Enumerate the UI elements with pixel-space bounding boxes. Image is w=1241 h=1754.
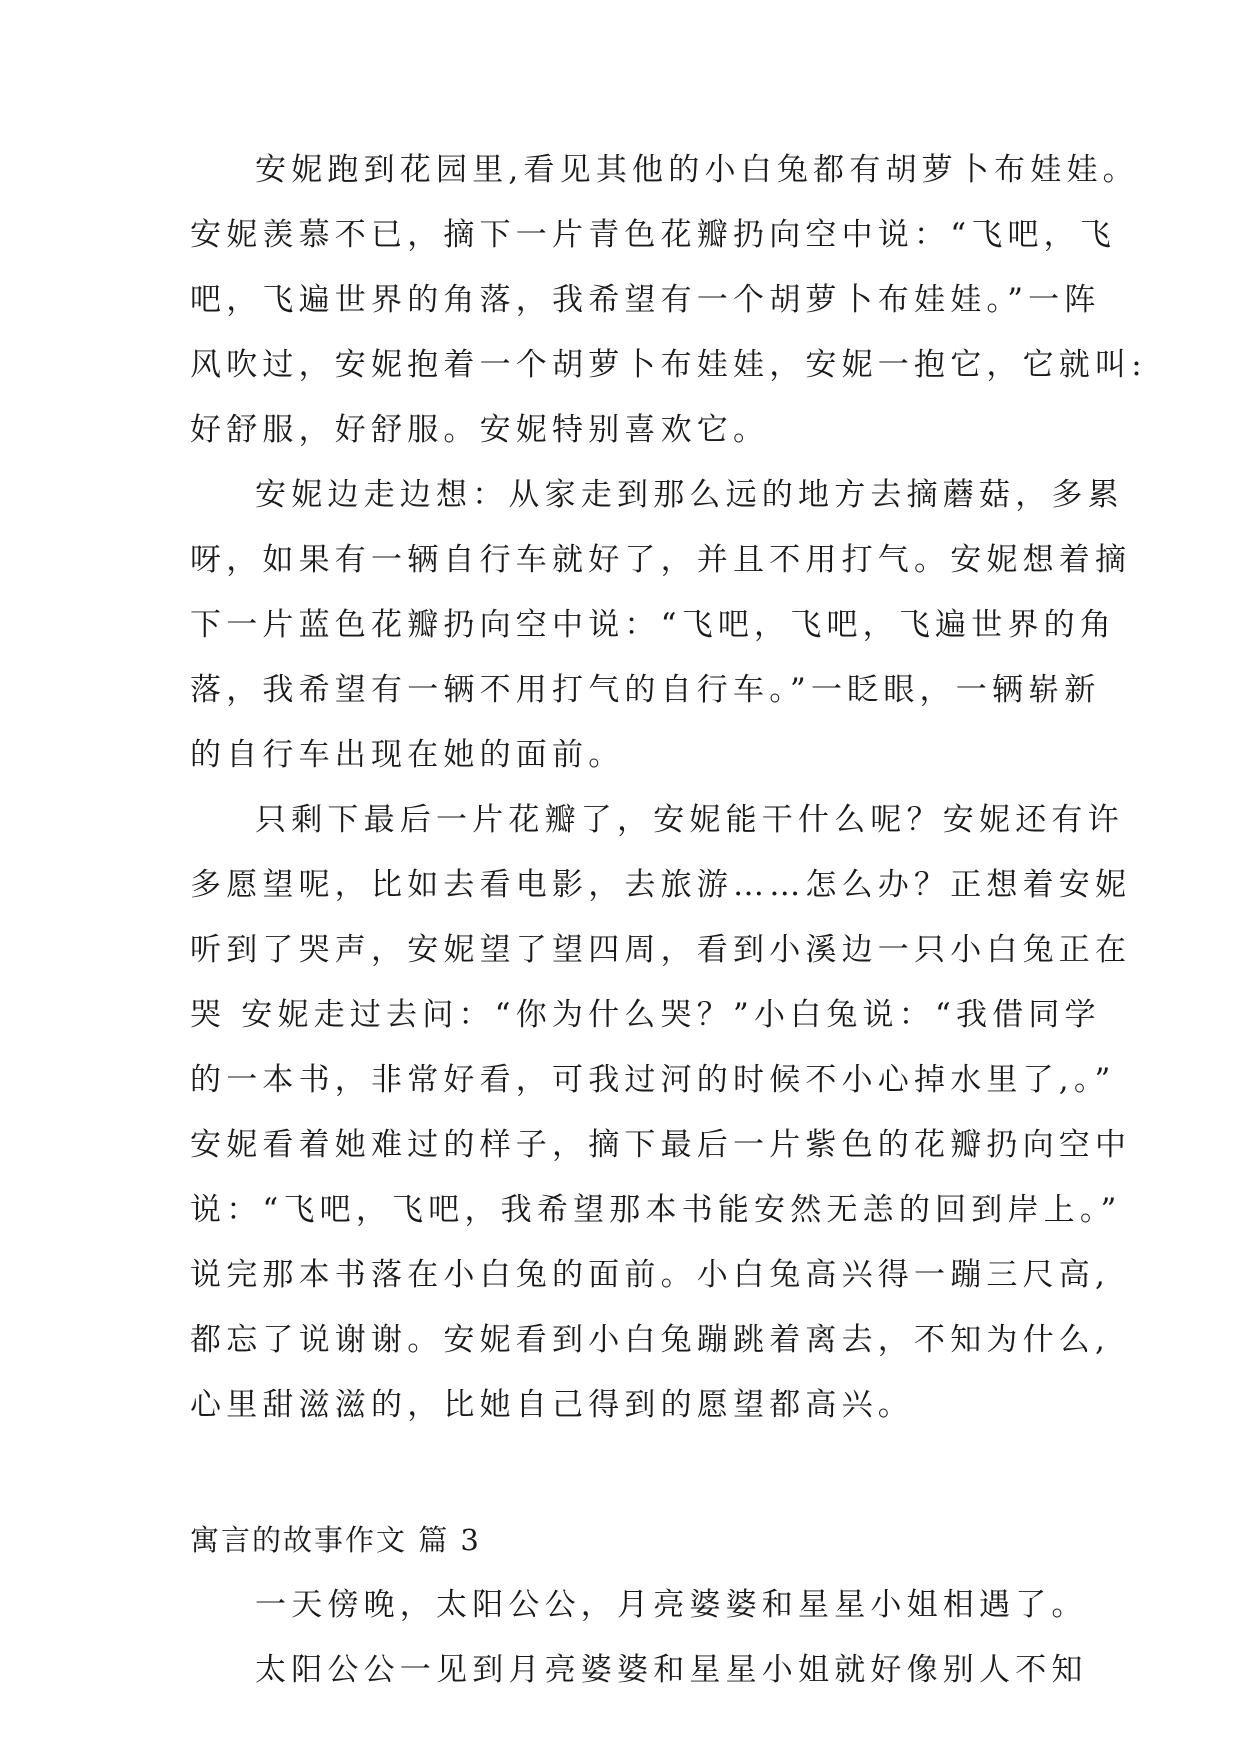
paragraph-line: 的自行车出现在她的面前。 (190, 737, 625, 773)
paragraph-line: 落，我希望有一辆不用打气的自行车。”一眨眼，一辆崭新 (190, 672, 1101, 708)
paragraph-line: 呀，如果有一辆自行车就好了，并且不用打气。安妮想着摘 (190, 542, 1132, 578)
paragraph-line: 安妮边走边想：从家走到那么远的地方去摘蘑菇，多累 (255, 477, 1124, 513)
paragraph-line: 风吹过，安妮抱着一个胡萝卜布娃娃，安妮一抱它，它就叫: (190, 347, 1147, 383)
paragraph-line: 哭 安妮走过去问：“你为什么哭？”小白兔说：“我借同学 (190, 997, 1101, 1033)
section-heading: 寓言的故事作文 篇 3 (190, 1523, 481, 1557)
paragraph-line: 太阳公公一见到月亮婆婆和星星小姐就好像别人不知 (255, 1652, 1088, 1688)
paragraph-line: 多愿望呢，比如去看电影，去旅游……怎么办？正想着安妮 (190, 867, 1132, 903)
paragraph-line: 只剩下最后一片花瓣了，安妮能干什么呢？安妮还有许 (255, 802, 1124, 838)
paragraph-line: 说：“飞吧，飞吧，我希望那本书能安然无恙的回到岸上。” (190, 1192, 1122, 1228)
paragraph-line: 下一片蓝色花瓣扔向空中说：“飞吧，飞吧，飞遍世界的角 (190, 607, 1117, 643)
paragraph-line: 听到了哭声，安妮望了望四周，看到小溪边一只小白兔正在 (190, 932, 1132, 968)
paragraph-line: 的一本书，非常好看，可我过河的时候不小心掉水里了,。” (190, 1062, 1116, 1098)
paragraph-line: 一天傍晚，太阳公公，月亮婆婆和星星小姐相遇了。 (255, 1587, 1088, 1623)
paragraph-line: 吧，飞遍世界的角落，我希望有一个胡萝卜布娃娃。”一阵 (190, 282, 1101, 318)
paragraph-line: 好舒服，好舒服。安妮特别喜欢它。 (190, 412, 770, 448)
paragraph-line: 安妮看着她难过的样子，摘下最后一片紫色的花瓣扔向空中 (190, 1127, 1132, 1163)
paragraph-line: 安妮羡慕不已，摘下一片青色花瓣扔向空中说：“飞吧，飞 (190, 217, 1117, 253)
paragraph-line: 都忘了说谢谢。安妮看到小白兔蹦跳着离去，不知为什么, (190, 1322, 1111, 1358)
paragraph-line: 说完那本书落在小白兔的面前。小白兔高兴得一蹦三尺高, (190, 1257, 1111, 1293)
paragraph-line: 安妮跑到花园里,看见其他的小白兔都有胡萝卜布娃娃。 (255, 152, 1139, 188)
paragraph-line: 心里甜滋滋的，比她自己得到的愿望都高兴。 (190, 1387, 914, 1423)
